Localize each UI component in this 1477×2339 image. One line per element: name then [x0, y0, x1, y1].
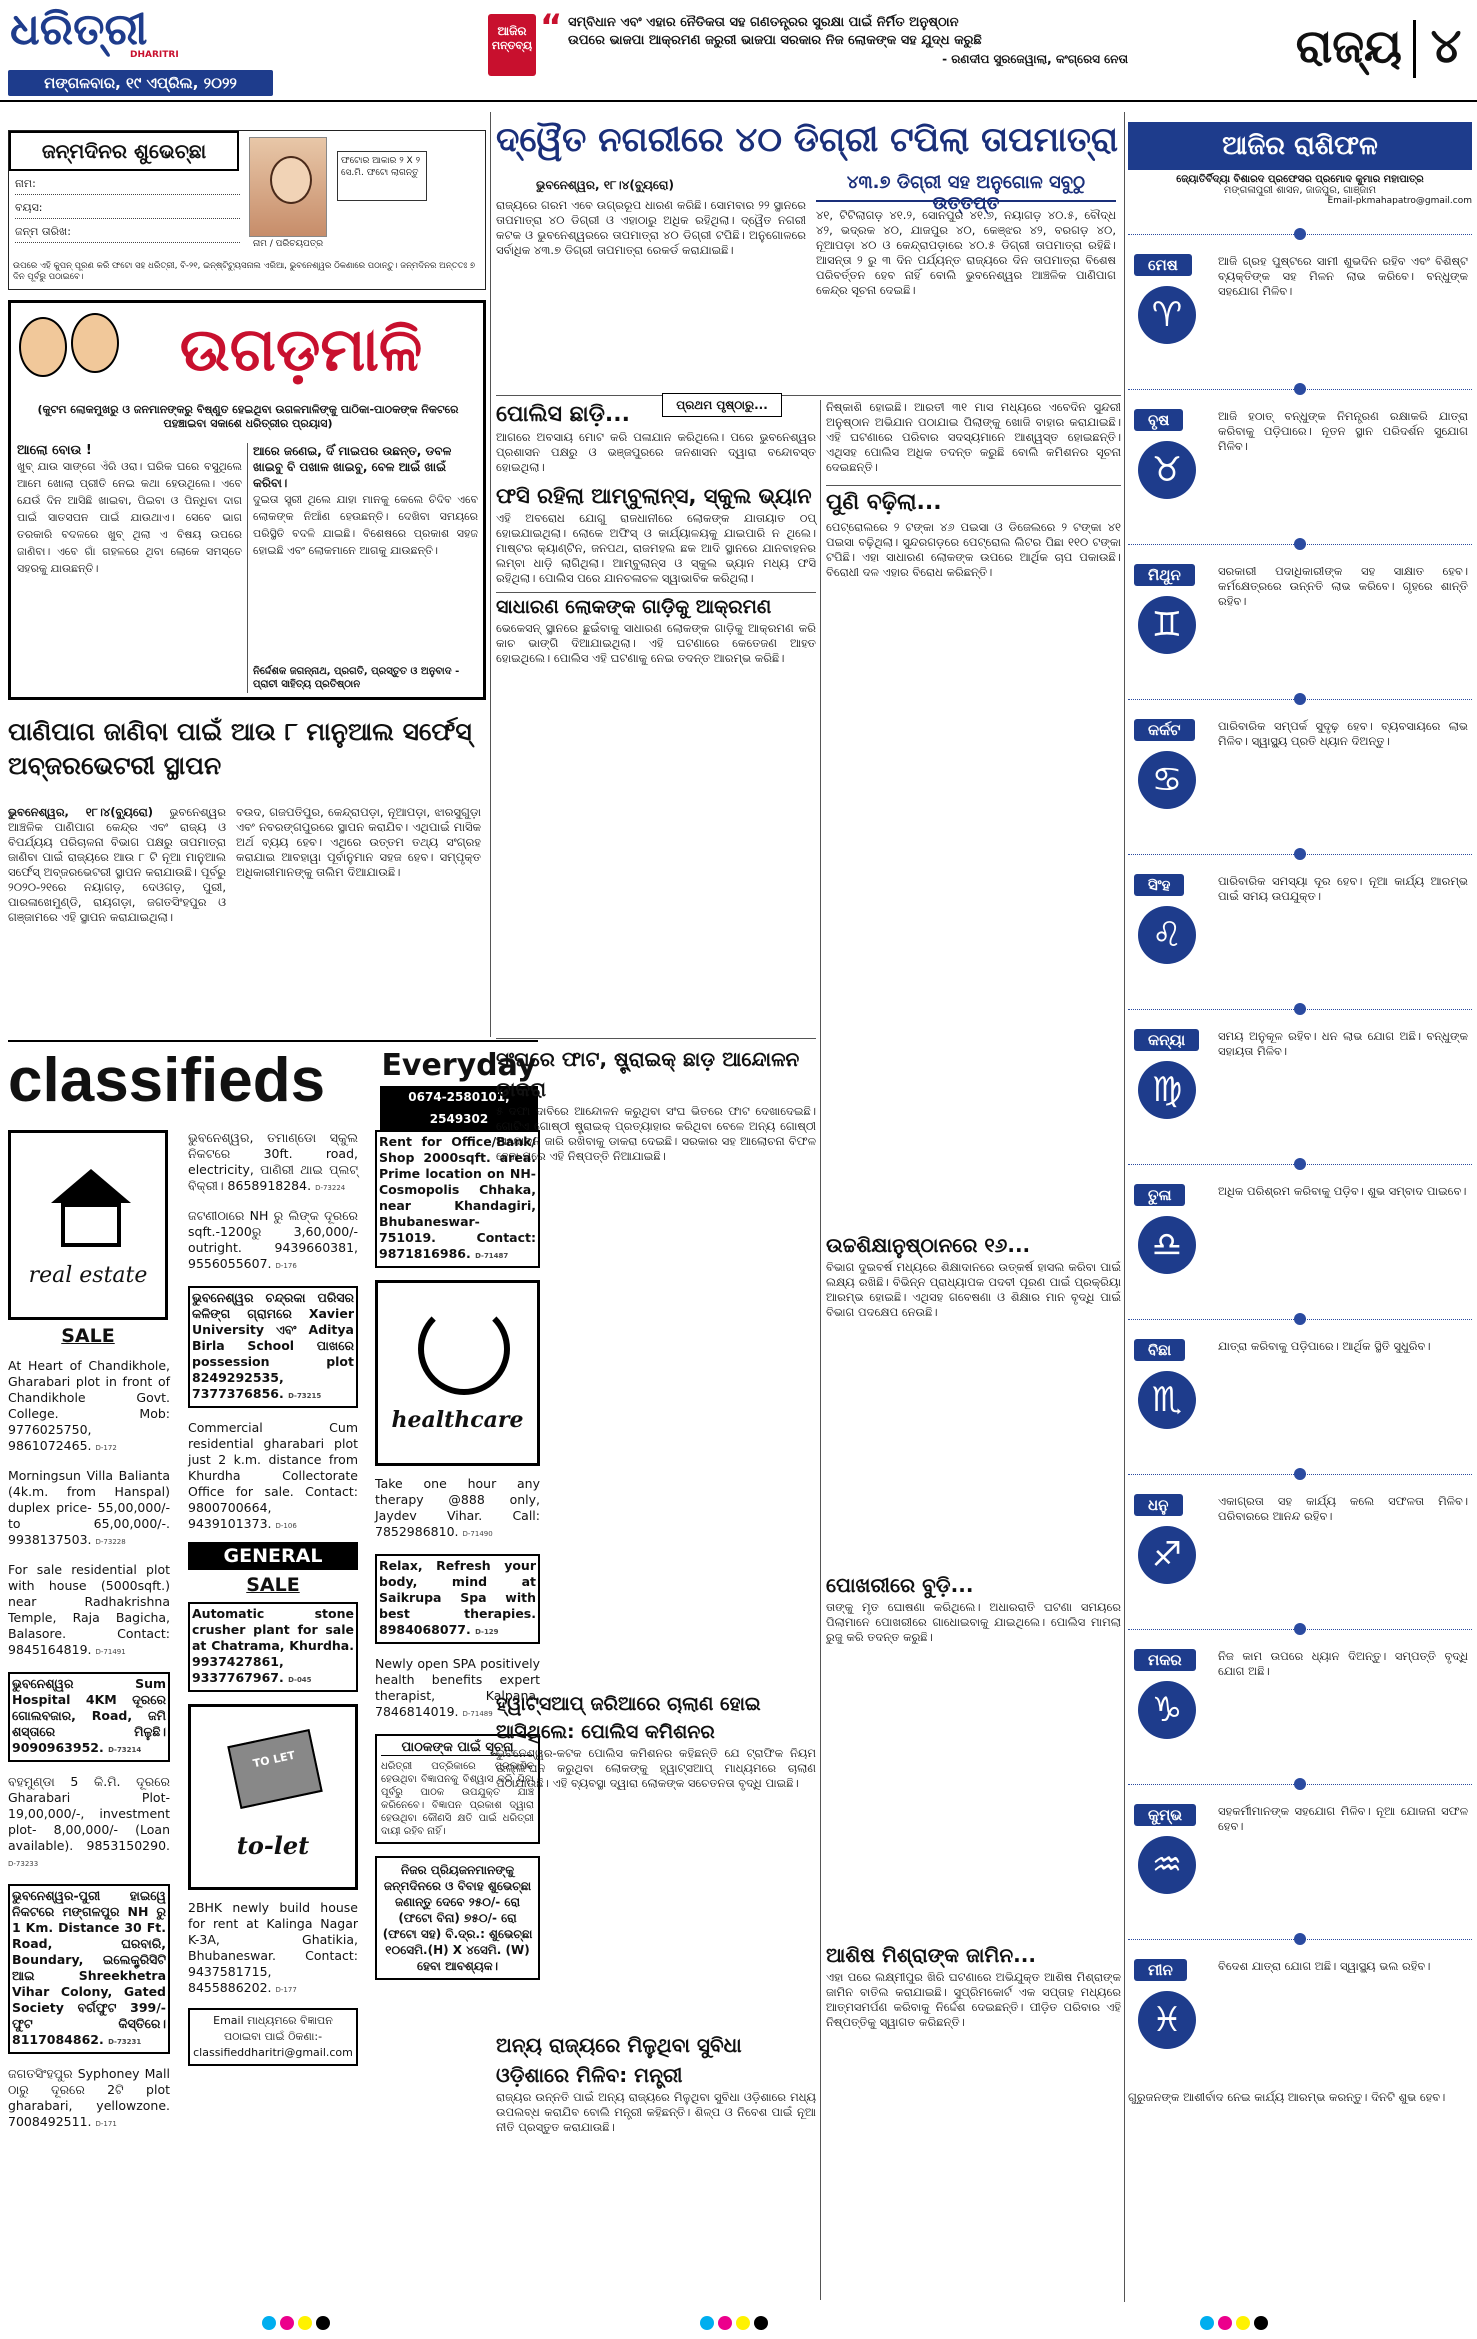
to-let-graphic: [188, 1704, 358, 1890]
zodiac-sign-name: ବୃଷ: [1134, 409, 1183, 431]
to-let-sign-text: TO LET: [251, 1748, 297, 1771]
zodiac-symbol-icon: ♌: [1138, 906, 1196, 964]
separator-dot-icon: [1294, 538, 1306, 550]
zodiac-prediction: ଆଜି ଗ୍ରହ ପୁଷ୍ଟରେ ସାମୀ ଶୁଭଦିନ ରହିବ ଏବଂ ବିଶିଷ୍ଟ ବ୍ୟକ୍ତିଙ୍କ ସହ ମିଳନ ଲାଭ କରିବେ। ବନ୍ଧୁଙ୍କ ସହଯୋଗ ମିଳିବ।: [1218, 254, 1468, 298]
main-article: [496, 112, 1121, 392]
logo-text: ଧରିତ୍ରୀ: [10, 4, 148, 55]
article-whatsapp: [496, 1690, 816, 2010]
missing-text: ନିଷ୍କାଶି ହୋଇଛି। ଆରତୀ ୩୧ ମାସ ମଧ୍ୟରେ ଏବେଦିନ ସୁନ୍ଦରୀ ଅନୁଷ୍ଠାନ ଅଭିଯାନ ପଠାଯାଇ ପିଲାଙ୍କୁ ଖୋଜି ବାହାର କରାଯାଇଛି। ଏହି ଘଟଣାରେ ପରିବାର ସଦସ୍ୟମାନେ ଆଶ୍ୱସ୍ତ ହୋଇଛନ୍ତି। ଏଥିସହ ପୋଲିସ ଅଧିକ ତଦନ୍ତ କରୁଛି ବୋଲି କମିଶନର ସୂଚନା ଦେଇଛନ୍ତି।: [826, 400, 1121, 474]
page-number: ୪: [1430, 18, 1462, 74]
logo: [10, 4, 240, 66]
article-weather-col2: ବଉଦ, ଗଜପତିପୁର, କେନ୍ଦ୍ରାପଡ଼ା, ନୂଆପଡ଼ା, ଝାରସୁଗୁଡ଼ା ଏବଂ ନବରଙ୍ଗପୁରରେ ସ୍ଥାପନ କରାଯିବ। ଏଥିପାଇଁ ମାସିକ ଅର୍ଥ ବ୍ୟୟ ହେବ। ଏଥିରେ ଉତ୍ତମ ତଥ୍ୟ ସଂଗ୍ରହ କରାଯାଇ ଆବହାୱା ପୂର୍ବାନୁମାନ ସହଜ ହେବ। ସମ୍ପୃକ୍ତ ଅଧିକାରୀମାନଙ୍କୁ ତାଲିମ ଦିଆଯାଉଛି।: [236, 805, 481, 879]
color-mark: [1236, 2316, 1250, 2330]
quote-line2: ଉପରେ ଭାଜପା ଆକ୍ରମଣ ଜରୁରୀ ଭାଜପା ସରକାର ନିଜ ଲୋକଙ୍କ ସହ ଯୁଦ୍ଧ କରୁଛି: [568, 33, 982, 48]
horoscope-footer: ଗୁରୁଜନଙ୍କ ଆଶୀର୍ବାଦ ନେଇ କାର୍ଯ୍ୟ ଆରମ୍ଭ କରନ୍ତୁ। ଦିନଟି ଶୁଭ ହେବ।: [1128, 2090, 1446, 2104]
col-divider-right: [1124, 112, 1125, 2302]
quote-badge: [488, 14, 536, 76]
zodiac-sign-name: ସିଂହ: [1134, 874, 1184, 896]
main-headline: ଦ୍ୱୈତ ନଗରୀରେ ୪୦ ଡିଗ୍ରୀ ଟପିଲା ତାପମାତ୍ରା: [496, 120, 1119, 160]
facilities-headline: ଅନ୍ୟ ରାଜ୍ୟରେ ମିଳୁଥିବା ସୁବିଧା ଓଡ଼ିଶାରେ ମିଳିବ: ମନ୍ତ୍ରୀ: [496, 2033, 742, 2087]
classified-ad: ଭୁବନେଶ୍ୱର-ପୁରୀ ହାଇୱେ ନିକଟରେ ମଙ୍ଗଳପୁର NH ରୁ 1 Km. Distance 30 Ft. Road, ଘରବାରି, Boundary, ଇଲେକ୍ଟ୍ରିସିଟି ଆଇ Shreekhetra Vihar Colony, Gated Society ବର୍ଗଫୁଟ 399/- ଫୁଟ କିସ୍ତିରେ। 8117084862. D-73231: [8, 1884, 170, 2054]
separator-dot-icon: [1294, 1623, 1306, 1635]
cartoon-col1-title: ଆଲୋ ବୋଉ !: [17, 443, 92, 458]
zodiac-prediction: ପାରିବାରିକ ସମ୍ପର୍କ ସୁଦୃଢ଼ ହେବ। ବ୍ୟବସାୟରେ ଲାଭ ମିଳିବ। ସ୍ୱାସ୍ଥ୍ୟ ପ୍ରତି ଧ୍ୟାନ ଦିଅନ୍ତୁ।: [1218, 719, 1468, 748]
footer-registration-marks: [0, 2306, 1477, 2336]
cartoon-subtitle: (କୁଟମ ଲୋକମୁଖରୁ ଓ ଜନମାନଙ୍କରୁ ବିଷ୍ଣୁତ ହେଇଥିବା ଉଗଳମାଳିଙ୍କୁ ପାଠିକା-ପାଠକଙ୍କ ନିକଟରେ ପହଞ୍ଚାଇବା ସକାଶେ ଧରିତ୍ରୀର ପ୍ରୟାସ): [37, 403, 459, 430]
section-title: [1260, 14, 1410, 84]
main-dateline: ଭୁବନେଶ୍ୱର, ୧୮।୪(ବ୍ୟୁରୋ): [536, 178, 674, 192]
main-article-rule: [496, 395, 1121, 396]
classified-ad: ବହମୁଣ୍ଡା 5 କି.ମି. ଦୂରରେ Gharabari Plot- 19,00,000/-, investment plot- 8,00,000/- (Loan available). 9853150290. D-73233: [8, 1774, 170, 1868]
color-mark: [280, 2316, 294, 2330]
zodiac-prediction: ନିଜ କାମ ଉପରେ ଧ୍ୟାନ ଦିଅନ୍ତୁ। ସମ୍ପତ୍ତି ବୃଦ୍ଧି ଯୋଗ ଅଛି।: [1218, 1649, 1468, 1678]
classified-ad: ଜଟଣୀଠାରେ NH ରୁ ଲିଙ୍କ ଦୂରରେ sqft.-1200ରୁ 3,60,000/- outright. 9439660381, 9556055607. D-176: [188, 1208, 358, 1271]
zodiac-entry: [1128, 538, 1472, 685]
pond-text: ତାଙ୍କୁ ମୃତ ଘୋଷଣା କରିଥିଲେ। ଅଧାରରାତି ଘଟଣା ସମୟରେ ପିଲାମାନେ ପୋଖରୀରେ ଗାଧୋଇବାକୁ ଯାଇଥିଲେ। ପୋଲିସ ମାମଲା ରୁଜୁ କରି ତଦନ୍ତ କରୁଛି।: [826, 1600, 1121, 1644]
zodiac-prediction: ଆଜି ହଠାତ୍ ବନ୍ଧୁଙ୍କ ନିମନ୍ତ୍ରଣ ରକ୍ଷାକରି ଯାତ୍ରା କରିବାକୁ ପଡ଼ିପାରେ। ନୂତନ ସ୍ଥାନ ପରିଦର୍ଶନ ସୁଯୋଗ ମିଳିବ।: [1218, 409, 1468, 453]
zodiac-symbol-icon: ♊: [1138, 596, 1196, 654]
zodiac-prediction: ଏକାଗ୍ରତା ସହ କାର୍ଯ୍ୟ କଲେ ସଫଳତା ମିଳିବ। ପରିବାରରେ ଆନନ୍ଦ ରହିବ।: [1218, 1494, 1468, 1523]
zodiac-entry: [1128, 383, 1472, 530]
zodiac-entry: [1128, 693, 1472, 840]
zodiac-sign-name: କନ୍ୟା: [1134, 1029, 1199, 1051]
birthday-photo: [249, 137, 327, 237]
zodiac-symbol-icon: ♉: [1138, 441, 1196, 499]
color-mark: [262, 2316, 276, 2330]
separator-dot-icon: [1294, 1313, 1306, 1325]
classifieds-top-rule: [8, 1040, 538, 1042]
article-sangh: [496, 1044, 816, 1564]
masthead-rule: [0, 100, 1477, 102]
classified-ad: Newly open SPA positively health benefits expert therapist, Kalpana. 7846814019. D-71489: [375, 1656, 540, 1719]
horoscope-title: ଆଜିର ରାଶିଫଳ: [1222, 131, 1378, 161]
to-let-label: to-let: [236, 1831, 310, 1860]
cartoon-box: [8, 300, 486, 700]
sangh-text: ୫ ଦଫା ଦାବିରେ ଆନ୍ଦୋଳନ କରୁଥିବା ସଂଘ ଭିତରେ ଫାଟ ଦେଖାଦେଇଛି। ଗୋଟିଏ ଗୋଷ୍ଠୀ ଷ୍ଟ୍ରାଇକ୍ ପ୍ରତ୍ୟାହାର କରିଥିବା ବେଳେ ଅନ୍ୟ ଗୋଷ୍ଠୀ ଆନ୍ଦୋଳନ ଜାରି ରଖିବାକୁ ଡାକରା ଦେଇଛି। ସରକାର ସହ ଆଲୋଚନା ବିଫଳ ହେବା ପରେ ଏହି ନିଷ୍ପତ୍ତି ନିଆଯାଇଛି।: [496, 1104, 816, 1163]
classified-ad: ଭୁବନେଶ୍ୱର, ତମାଣ୍ଡୋ ସ୍କୁଲ ନିକଟରେ 30ft. road, electricity, ପାଣିରୀ ଥାଇ ପ୍ଲଟ୍ ବିକ୍ରୀ। 8658918284. D-73224: [188, 1130, 358, 1193]
separator-dot-icon: [1294, 1933, 1306, 1945]
police-text: ଆଗରେ ଅବସାୟ ମୋଟ କରି ପଳାଯାନ କରିଥିଲେ। ପରେ ଭୁବନେଶ୍ୱର ପ୍ରଶାସନ ପକ୍ଷରୁ ଓ ଭଞ୍ଜପୁରରେ ଜନଶାସନ ଦ୍ୱାରା ବନ୍ଦୋବସ୍ତ ହୋଇଥିଲା।: [496, 430, 816, 474]
article-ashish-bail: [826, 1940, 1121, 2200]
cartoon-man-icon: [19, 317, 67, 377]
separator-dot-icon: [1294, 228, 1306, 240]
zodiac-entry: [1128, 228, 1472, 375]
quote-mark-icon: “: [540, 7, 563, 47]
classifieds-col1: [8, 1358, 170, 2318]
date-text: ମଙ୍ଗଳବାର, ୧୯ ଏପ୍ରିଲ, ୨୦୨୨: [44, 74, 237, 92]
cartoon-col2-title: ଆରେ ଜଣେଇ, ଦିଁ ମାଇପର ଉଛନ୍ତ, ଡବଳ ଖାଇବୁ ବି ପଖାଳ ଖାଇବୁ, ବେଳ ଆଇଁ ଖାଇଁ କରିବା।: [253, 444, 452, 490]
police-text3: ଭେକେସନ୍ ସ୍ଥାନରେ ଛୁଇଁବାକୁ ସାଧାରଣ ଲୋକଙ୍କ ଗାଡ଼ିକୁ ଆକ୍ରମଣ କରି କାଚ ଭାଙ୍ଗି ଦିଆଯାଇଥିଲା। ଏହି ଘଟଣାରେ କେତେଜଣ ଆହତ ହୋଇଥିଲେ। ପୋଲିସ ଏହି ଘଟଣାକୁ ନେଇ ତଦନ୍ତ ଆରମ୍ଭ କରିଛି।: [496, 621, 816, 665]
whatsapp-headline: ହ୍ୱାଟ୍‌ସଆପ୍ ଜରିଆରେ ଚାଲାଣ ହୋଇ ଆସିଥିଲେ: ପୋଲିସ କମିଶନର: [496, 1693, 761, 1743]
color-mark: [298, 2316, 312, 2330]
article-weather-col1-text: ଭୁବନେଶ୍ୱର ଆଞ୍ଚଳିକ ପାଣିପାଗ କେନ୍ଦ୍ର ଏବଂ ରାଜ୍ୟ ଓ ବିପର୍ଯ୍ୟୟ ପରିଚାଳନା ବିଭାଗ ପକ୍ଷରୁ ତାପମାତ୍ରା ଜାଣିବା ପାଇଁ ରାଜ୍ୟରେ ଆଉ ୮ ଟି ନୂଆ ମାନୁଆଲ ସର୍ଫେସ୍ ଅବ୍‌ଜରଭେଟରୀ ସ୍ଥାପନ କରାଯାଉଛି। ପୂର୍ବରୁ ୨୦୨୦-୨୧ରେ ନୟାଗଡ଼, ଦେଓଗଡ଼, ପୁରୀ, ପାରଳାଖେମୁଣ୍ଡି, ରାୟଗଡ଼ା, ଜଗତସିଂହପୁର ଓ ଗଞ୍ଜାମରେ ଏହି ସ୍ଥାପନ କରାଯାଇଥିଲା।: [8, 805, 226, 924]
separator-dot-icon: [1294, 1158, 1306, 1170]
zodiac-sign-name: କୁମ୍ଭ: [1134, 1804, 1196, 1826]
cartoon-col1: [17, 443, 242, 693]
logo-subtitle: DHARITRI: [130, 50, 179, 60]
quote-line1: ସମ୍ବିଧାନ ଏବଂ ଏହାର ନୈତିକତା ସହ ଗଣତନ୍ତ୍ରର ସୁରକ୍ଷା ପାଇଁ ନିର୍ମିତ ଅନୁଷ୍ଠାନ: [568, 15, 959, 30]
zodiac-sign-name: ମକର: [1134, 1649, 1196, 1671]
zodiac-sign-name: ବିଛା: [1134, 1339, 1185, 1361]
sangh-headline: ସଂଘରେ ଫାଟ, ଷ୍ଟ୍ରାଇକ୍ ଛାଡ଼ ଆନ୍ଦୋଳନ ଡାକରା: [496, 1047, 800, 1101]
separator-dot-icon: [1294, 383, 1306, 395]
cartoon-divider: [247, 443, 248, 693]
color-mark: [316, 2316, 330, 2330]
zodiac-symbol-icon: ♒: [1138, 1836, 1196, 1894]
everyday-label: Everyday: [381, 1048, 537, 1083]
cartoon-credit: ନିର୍ଦ୍ଦେଶକ ଜଗନ୍ନାଥ, ପ୍ରଗତି, ପ୍ରସ୍ତୁତ ଓ ଅନୁବାଦ - ପ୍ରାଚୀ ସାହିତ୍ୟ ପ୍ରତିଷ୍ଠାନ: [253, 666, 460, 690]
bail-headline: ଆଶିଷ ମିଶ୍ରାଙ୍କ ଜାମିନ...: [826, 1943, 1036, 1967]
main-col2: ୪୧, ଟିଟିଲାଗଡ଼ ୪୧.୨, ସୋନପୁର ୪୧.୬, ନୟାଗଡ଼ ୪୦.୫, ବୌଦ୍ଧ ୪୨, ଭଦ୍ରକ ୪୦, ଯାଜପୁର ୪୦, କେଞ୍ଝର ୪୨, ବରଗଡ଼ ୪୦, ନୂଆପଡ଼ା ୪୦ ଓ କେନ୍ଦ୍ରାପଡ଼ାରେ ୪୦.୫ ଡିଗ୍ରୀ ତାପମାତ୍ରା ରହିଛି। ଆସନ୍ତା ୨ ରୁ ୩ ଦିନ ପର୍ଯ୍ୟନ୍ତ ରାଜ୍ୟରେ ଦିନ ତାପମାତ୍ରା ବିଶେଷ ପରିବର୍ତ୍ତନ ହେବ ନାହିଁ ବୋଲି ଭୁବନେଶ୍ୱର ଆଞ୍ଚଳିକ ପାଣିପାଗ କେନ୍ଦ୍ର ସୂଚନା ଦେଇଛି।: [816, 208, 1116, 297]
article-weather-dateline: ଭୁବନେଶ୍ୱର, ୧୮।୪(ବ୍ୟୁରୋ): [8, 805, 153, 819]
classifieds-title: classifieds: [8, 1046, 326, 1115]
pond-headline: ପୋଖରୀରେ ବୁଡ଼ି...: [826, 1573, 974, 1597]
cartoon-illustration: [15, 307, 125, 407]
color-mark: [754, 2316, 768, 2330]
sale-label: SALE: [61, 1325, 115, 1347]
astrologer-address: ମଙ୍ଗଳାପୁରୀ ଶାସନ, ଜାଜପୁର, ଗାଞ୍ଜାମ: [1223, 185, 1377, 196]
main-subhead: ୪୩.୭ ଡିଗ୍ରୀ ସହ ଅନୁଗୋଳ ସବୁଠୁ ଉତ୍ତପ୍ତ: [816, 172, 1116, 202]
zodiac-prediction: ସରକାରୀ ପଦାଧିକାରୀଙ୍କ ସହ ସାକ୍ଷାତ ହେବ। କର୍ମକ୍ଷେତ୍ରରେ ଉନ୍ନତି ଲାଭ କରିବେ। ଗୃହରେ ଶାନ୍ତି ରହିବ।: [1218, 564, 1468, 608]
everyday-phone: 0674-2580101, 2549302: [380, 1086, 538, 1130]
cartoon-col2-text: ଦୁଇତା ସ୍ତ୍ରୀ ଥିଲେ ଯାହା ମାନକୁ କେଲେ ଚିଦିବ ଏବେ ଲୋକଙ୍କ ନିଆଁଣ ହେଉଛନ୍ତି। ଦେଖିବା ସମୟରେ ପରିସ୍ଥିତି ବଦଳି ଯାଇଛି। ବିଶେଷରେ ପ୍ରକାଶ ସହଜ ହୋଇଛି ଏବଂ ଲୋକମାନେ ଆଗକୁ ଯାଉଛନ୍ତି।: [253, 493, 478, 557]
zodiac-entry: [1128, 1468, 1472, 1615]
general-label: GENERAL: [188, 1542, 358, 1570]
zodiac-prediction: ପାରିବାରିକ ସମସ୍ୟା ଦୂର ହେବ। ନୂଆ କାର୍ଯ୍ୟ ଆରମ୍ଭ ପାଇଁ ସମୟ ଉପଯୁକ୍ତ।: [1218, 874, 1468, 903]
zodiac-symbol-icon: ♈: [1138, 286, 1196, 344]
article-pond: [826, 1570, 1121, 1770]
police-text2: ଏହି ଅବରୋଧ ଯୋଗୁ ରାଜଧାନୀରେ ଲୋକଙ୍କ ଯାତାୟାତ ଠପ୍ ହୋଇଯାଇଥିଲା। ଲୋକେ ଅଫିସ୍ ଓ କାର୍ଯ୍ୟାଳୟକୁ ଯାଇପାରି ନ ଥିଲେ। ମାଷ୍ଟର କ୍ୟାଣ୍ଟିନ, ଜନପଥ, ରାଜମହଲ ଛକ ଆଦି ସ୍ଥାନରେ ଯାନବାହନର ଲମ୍ବା ଧାଡ଼ି ଲାଗିଥିଲା। ଆମ୍ବୁଲାନ୍ସ ଓ ସ୍କୁଲ ଭ୍ୟାନ ମଧ୍ୟ ଫସି ରହିଥିଲା। ପୋଲିସ ପରେ ଯାନଚଳାଚଳ ସ୍ୱାଭାବିକ କରିଥିଲା।: [496, 511, 816, 585]
col-divider-left: [490, 112, 491, 1037]
birthday-field-dob[interactable]: ଜନ୍ମ ତାରିଖ:: [15, 225, 240, 243]
separator-dot-icon: [1294, 1003, 1306, 1015]
zodiac-symbol-icon: ♏: [1138, 1371, 1196, 1429]
reader-notice-title: ପାଠକଙ୍କ ପାଇଁ ସୂଚନା: [381, 1740, 534, 1756]
reader-notice-text: ଧରିତ୍ରୀ ପତ୍ରିକାରେ ପ୍ରକାଶିତ ହେଉଥିବା ବିଜ୍ଞାପନକୁ ବିଶ୍ୱାସ କରି ଯିବା ପୂର୍ବରୁ ପାଠକ ଉପଯୁକ୍ତ ଯାଞ୍ଚ କରିନେବେ। ବିଜ୍ଞାପନ ପ୍ରକାଶ ଦ୍ୱାରା ହେଉଥିବା କୌଣସି କ୍ଷତି ପାଇଁ ଧରିତ୍ରୀ ଦାୟୀ ରହିବ ନାହିଁ।: [381, 1761, 534, 1837]
house-body-icon: [61, 1203, 121, 1247]
zodiac-symbol-icon: ♓: [1138, 1991, 1196, 2049]
classified-ad: Morningsun Villa Balianta (4k.m. from Hanspal) duplex price- 55,00,000/- to 65,00,000/-. 9938137503. D-73228: [8, 1468, 170, 1547]
zodiac-sign-name: ଧନୁ: [1134, 1494, 1183, 1516]
classified-ad: Automatic stone crusher plant for sale at Chatrama, Khurdha. 9937427861, 9337767967. D-045: [188, 1602, 358, 1692]
astrologer-name: ଜ୍ୟୋତିର୍ବିଦ୍ୟା ବିଶାରଦ ପ୍ରଫେସର ପ୍ରମୋଦ କୁମାର ମହାପାତ୍ର: [1176, 174, 1424, 185]
photo-caption: ନାମ / ପରିଚୟପତ୍ର: [252, 239, 324, 249]
higher-edu-text: ବିଭାଗ ଦୁଇବର୍ଷ ମଧ୍ୟରେ ଶିକ୍ଷାଦାନରେ ଉତ୍କର୍ଷ ହାସଲ କରିବା ପାଇଁ ଲକ୍ଷ୍ୟ ରଖିଛି। ବିଭିନ୍ନ ପ୍ରାଧ୍ୟାପକ ପଦବୀ ପୂରଣ ପାଇଁ ପ୍ରକ୍ରିୟା ଆରମ୍ଭ ହୋଇଛି। ଏଥିସହ ଗବେଷଣା ଓ ଶିକ୍ଷାର ମାନ ବୃଦ୍ଧି ପାଇଁ ବିଭାଗ ପଦକ୍ଷେପ ନେଉଛି।: [826, 1260, 1121, 1319]
cartoon-title: ଉଗଡ଼ମାଳି: [179, 315, 423, 385]
zodiac-sign-name: କର୍କଟ: [1134, 719, 1195, 741]
zodiac-symbol-icon: ♐: [1138, 1526, 1196, 1584]
zodiac-entry: [1128, 1003, 1472, 1150]
zodiac-prediction: ସମୟ ଅନୁକୂଳ ରହିବ। ଧନ ଲାଭ ଯୋଗ ଅଛି। ବନ୍ଧୁଙ୍କ ସହାୟତା ମିଳିବ।: [1218, 1029, 1468, 1058]
rise-headline: ପୁଣି ବଢ଼ିଲା...: [826, 485, 1121, 520]
classified-ad: For sale residential plot with house (5000sqft.) near Radhakrishna Temple, Raja Bagicha, Balasore. Contact: 9845164819. D-71491: [8, 1562, 170, 1657]
quote-author: - ରଣଦୀପ ସୁରଜେୱାଲା, କଂଗ୍ରେସ ନେତା: [942, 52, 1128, 66]
color-mark: [1218, 2316, 1232, 2330]
real-estate-label: real estate: [28, 1263, 148, 1288]
cartoon-woman-icon: [71, 313, 119, 373]
photo-size-note: ଫଟୋର ଆକାର ୨ X ୨ ସେ.ମି. ଫଟୋ ଲାଗନ୍ତୁ: [337, 151, 427, 201]
classified-ad: Commercial Cum residential gharabari plot just 2 k.m. distance from Khurdha Collectorate Office for sale. Contact: 9800700664, 9439101373. D-106: [188, 1420, 358, 1531]
birthday-coupon: [8, 130, 486, 290]
higher-edu-headline: ଉଚ୍ଚଶିକ୍ଷାନୁଷ୍ଠାନରେ ୧୬...: [826, 1233, 1031, 1257]
facilities-text: ରାଜ୍ୟର ଉନ୍ନତି ପାଇଁ ଅନ୍ୟ ରାଜ୍ୟରେ ମିଳୁଥିବା ସୁବିଧା ଓଡ଼ିଶାରେ ମଧ୍ୟ ଉପଲବ୍ଧ କରାଯିବ ବୋଲି ମନ୍ତ୍ରୀ କହିଛନ୍ତି। ଶିଳ୍ପ ଓ ନିବେଶ ପାଇଁ ନୂଆ ନୀତି ପ୍ରସ୍ତୁତ କରାଯାଉଛି।: [496, 2090, 816, 2134]
zodiac-sign-name: ମିଥୁନ: [1134, 564, 1195, 586]
color-mark: [1254, 2316, 1268, 2330]
article-weather-headline: ପାଣିପାଗ ଜାଣିବା ପାଇଁ ଆଉ ୮ ମାନୁଆଲ ସର୍ଫେସ୍ ଅବ୍‌ଜରଭେଟରୀ ସ୍ଥାପନ: [8, 717, 472, 780]
classified-ad: ଭୁବନେଶ୍ୱର ଚନ୍ଦ୍ରକା ପରିସର କଳିଙ୍ଗ ଗ୍ରାମରେ Xavier University ଏବଂ Aditya Birla School ପାଖରେ possession plot 8249292535, 7377376856. D-73215: [188, 1286, 358, 1408]
zodiac-sign-name: ତୁଳା: [1134, 1184, 1185, 1206]
article-missing-rise: [826, 400, 1121, 1020]
classified-ad: 2BHK newly build house for rent at Kalinga Nagar K-3A, Ghatikia, Bhubaneswar. Contact: 9437581715, 8455886202. D-177: [188, 1900, 358, 1995]
birthday-footnote: ଉପରେ ଏହି କୁପନ୍ ପୂରଣ କରି ଫଟୋ ସହ ଧରିତ୍ରୀ, ବି-୨୧, ଇନ୍‌ଷ୍ଟିଟ୍ୟୁସନାଲ ଏରିଆ, ଭୁବନେଶ୍ୱର ଠିକଣାରେ ପଠାନ୍ତୁ। ଜନ୍ମଦିନର ଅନ୍ତତଃ ୭ ଦିନ ପୂର୍ବରୁ ପଠାଇବେ।: [13, 261, 476, 282]
zodiac-entry: [1128, 1313, 1472, 1460]
zodiac-prediction: ଯାତ୍ରା କରିବାକୁ ପଡ଼ିପାରେ। ଆର୍ଥିକ ସ୍ଥିତି ସୁଧୁରିବ।: [1218, 1339, 1431, 1353]
greeting-rates-ad: ନିଜର ପ୍ରିୟଜନମାନଙ୍କୁ ଜନ୍ମଦିନରେ ଓ ବିବାହ ଶୁଭେଚ୍ଛା ଜଣାନ୍ତୁ ଦେବେ ୨୫୦/- ରୋ (ଫଟୋ ବିନା) ୭୫୦/- ରୋ (ଫଟୋ ସହ) ବି.ଦ୍ର.: ଶୁଭେଚ୍ଛା ୧୦ସେମି.(H) X ୪ସେମି. (W) ହେବା ଆବଶ୍ୟକ।: [375, 1856, 540, 1980]
classified-ad: ଭୁବନେଶ୍ୱର Sum Hospital 4KM ଦୂରରେ ଗୋଲବଜାର, Road, ଜମି ଶସ୍ତାରେ ମିଳୁଛି। 9090963952. D-73214: [8, 1672, 170, 1762]
front-page-tag: ପ୍ରଥମ ପୃଷ୍ଠାରୁ...: [662, 393, 782, 417]
classified-ad: Relax, Refresh your body, mind at Saikrupa Spa with best therapies. 8984068077. D-129: [375, 1554, 540, 1644]
section-name: ରାଜ୍ୟ: [1295, 19, 1402, 73]
classified-ad: Take one hour any therapy @888 only, Jaydev Vihar. Call: 7852986810. D-71490: [375, 1476, 540, 1539]
classified-ad: ଜଗତସିଂହପୁର Syphoney Mall ଠାରୁ ଦୂରରେ 2ଟି plot gharabari, yellowzone. 7008492511. D-171: [8, 2066, 170, 2129]
color-mark: [1200, 2316, 1214, 2330]
police-headline2: ଫସି ରହିଲା ଆମ୍ବୁଲାନ୍ସ, ସ୍କୁଲ ଭ୍ୟାନ: [496, 484, 812, 508]
zodiac-sign-name: ମୀନ: [1134, 1959, 1187, 1981]
zodiac-symbol-icon: ♑: [1138, 1681, 1196, 1739]
cartoon-col2: [253, 443, 478, 663]
zodiac-entry: [1128, 1158, 1472, 1305]
healthcare-label: healthcare: [391, 1407, 524, 1433]
separator-dot-icon: [1294, 1778, 1306, 1790]
article-police-ambulance: [496, 400, 816, 985]
house-icon: [51, 1169, 131, 1203]
rise-text: ପେଟ୍ରୋଲରେ ୨ ଟଙ୍କା ୪୬ ପଇସା ଓ ଡିଜେଲରେ ୨ ଟଙ୍କା ୪୧ ପଇସା ବଢ଼ିଥିଲା। ସୁନ୍ଦରଗଡ଼ରେ ପେଟ୍ରୋଲ ଲିଟର ପିଛା ୧୧୦ ଟଙ୍କା ଟପିଛି। ଏହା ସାଧାରଣ ଲୋକଙ୍କ ଉପରେ ଆର୍ଥିକ ଚାପ ପକାଉଛି। ବିରୋଧୀ ଦଳ ଏହାର ବିରୋଧ କରିଛନ୍ତି।: [826, 520, 1121, 579]
zodiac-symbol-icon: ♋: [1138, 751, 1196, 809]
zodiac-symbol-icon: ♎: [1138, 1216, 1196, 1274]
sale2-label: SALE: [246, 1574, 300, 1596]
astrologer-email: Email-pkmahapatro@gmail.com: [1327, 196, 1472, 206]
whatsapp-text: ଭୁବନେଶ୍ୱର-କଟକ ପୋଲିସ କମିଶନର କହିଛନ୍ତି ଯେ ଟ୍ରାଫିକ ନିୟମ ଉଲ୍ଲଂଘନ କରୁଥିବା ଲୋକଙ୍କୁ ହ୍ୱାଟ୍‌ସଆପ୍ ମାଧ୍ୟମରେ ଚାଲାଣ ପଠାଯାଉଛି। ଏହି ବ୍ୟବସ୍ଥା ଦ୍ୱାରା ଲୋକଙ୍କ ସଚେତନତା ବୃଦ୍ଧି ପାଇଛି।: [496, 1746, 816, 1790]
section-divider: [1413, 20, 1416, 78]
zodiac-prediction: ସହକର୍ମୀମାନଙ୍କ ସହଯୋଗ ମିଳିବ। ନୂଆ ଯୋଜନା ସଫଳ ହେବ।: [1218, 1804, 1468, 1833]
birthday-title: ଜନ୍ମଦିନର ଶୁଭେଚ୍ଛା: [9, 131, 239, 171]
cartoon-col1-text: ଖୁବ୍ ଯାଉ ସାଙ୍ଗେ ଏଁରି ଓରା। ଘରିକ ଘରେ ବସୁଥିଲେ ଆମେ ଖୋଲା ପ୍ରୀତି ନେଇ କଥା ହେଉଥିଲେ। ଏବେ ଯେଉଁ ଦିନ ଆସିଛି ଖାଇବା, ପିଇବା ଓ ପିନ୍ଧିବା ଦାଗ ପାଇଁ ସାତସପନ ପାଇଁ ଯାଉଥାଏ। ସେବେ ଭାଗ ତରକାରି ବଦଳରେ ଖୁବ୍ ଥିଲା ଏ ବିଷୟ ଉପରେ ଜାଣିବା। ଏବେ ଗାଁ ଗହଳରେ ଥିବା ଲୋକେ ସମସ୍ତେ ସହରକୁ ଯାଉଛନ୍ତି।: [17, 460, 242, 575]
zodiac-symbol-icon: ♍: [1138, 1061, 1196, 1119]
color-mark: [700, 2316, 714, 2330]
article-higher-education: [826, 1230, 1121, 1470]
col-divider-center: [820, 400, 821, 2300]
birthday-field-name[interactable]: ନାମ:: [15, 177, 240, 195]
article-facilities: [496, 2030, 816, 2290]
zodiac-entry: [1128, 848, 1472, 995]
quote-badge-line1: ଆଜିର: [497, 24, 527, 38]
real-estate-graphic: [8, 1130, 168, 1320]
zodiac-entry: [1128, 1778, 1472, 1925]
date-bar: [8, 70, 273, 96]
separator-dot-icon: [1294, 848, 1306, 860]
child-face-icon: [270, 156, 312, 204]
zodiac-sign-name: ମେଷ: [1134, 254, 1192, 276]
zodiac-entry: [1128, 1933, 1472, 2080]
horoscope-astrologer: [1128, 174, 1472, 224]
birthday-field-age[interactable]: ବୟସ:: [15, 201, 240, 219]
zodiac-entry: [1128, 1623, 1472, 1770]
article-weather-col1: [8, 805, 226, 1020]
sangh-rule: [496, 1038, 816, 1039]
color-mark: [718, 2316, 732, 2330]
masthead: [0, 0, 1477, 100]
classified-ad: Rent for Office/Bank/ Shop 2000sqft. area. Prime location on NH-Cosmopolis Chhaka, near Khandagiri, Bhubaneswar-751019. Contact: 9871816986. D-71487: [375, 1130, 540, 1268]
police-headline3: ସାଧାରଣ ଲୋକଙ୍କ ଗାଡ଼ିକୁ ଆକ୍ରମଣ: [496, 592, 816, 621]
classified-ad: At Heart of Chandikhole, Gharabari plot in front of Chandikhole Govt. College. Mob: 9776025750, 9861072465. D-172: [8, 1358, 170, 1453]
quote-badge-line2: ମନ୍ତବ୍ୟ: [491, 39, 533, 52]
police-headline-small: ପୋଲିସ ଛାଡ଼ି...: [496, 402, 630, 427]
main-col1: ରାଜ୍ୟରେ ଗରମ ଏବେ ଉଗ୍ରରୂପ ଧାରଣ କରିଛି। ସୋମବାର ୨୨ ସ୍ଥାନରେ ତାପମାତ୍ରା ୪୦ ଡିଗ୍ରୀ ଓ ଏହାଠାରୁ ଅଧିକ ରହିଥିଲା। ଦ୍ୱୈତ ନଗରୀ କଟକ ଓ ଭୁବନେଶ୍ୱରରେ ତାପମାତ୍ରା ୪୦ ଡିଗ୍ରୀ ଟପିଛି। ଅନୁଗୋଳରେ ସର୍ବାଧିକ ୪୩.୭ ଡିଗ୍ରୀ ତାପମାତ୍ରା ରେକର୍ଡ କରାଯାଇଛି।: [496, 198, 806, 257]
article-weather-observatory: [8, 715, 486, 1025]
quote-text: [568, 14, 1128, 84]
separator-dot-icon: [1294, 1468, 1306, 1480]
zodiac-prediction: ବିଦେଶ ଯାତ୍ରା ଯୋଗ ଅଛି। ସ୍ୱାସ୍ଥ୍ୟ ଭଲ ରହିବ।: [1218, 1959, 1431, 1973]
bail-text: ଏହା ପରେ ଲକ୍ଷ୍ମୀପୁର ଖିରି ଘଟଣାରେ ଅଭିଯୁକ୍ତ ଆଶିଷ ମିଶ୍ରାଙ୍କ ଜାମିନ ବାତିଲ କରାଯାଇଛି। ସୁପ୍ରିମକୋର୍ଟ ଏକ ସପ୍ତାହ ମଧ୍ୟରେ ଆତ୍ମସମର୍ପଣ କରିବାକୁ ନିର୍ଦ୍ଦେଶ ଦେଇଛନ୍ତି। ପୀଡ଼ିତ ପରିବାର ଏହି ନିଷ୍ପତ୍ତିକୁ ସ୍ୱାଗତ କରିଛନ୍ତି।: [826, 1970, 1121, 2029]
separator-dot-icon: [1294, 693, 1306, 705]
email-ad: Email ମାଧ୍ୟମରେ ବିଜ୍ଞାପନ ପଠାଇବା ପାଇଁ ଠିକଣା:- classifieddharitri@gmail.com: [188, 2008, 358, 2066]
horoscope-signs: [1128, 228, 1472, 2088]
zodiac-prediction: ଅଧିକ ପରିଶ୍ରମ କରିବାକୁ ପଡ଼ିବ। ଶୁଭ ସମ୍ବାଦ ପାଇବେ।: [1218, 1184, 1467, 1198]
color-mark: [736, 2316, 750, 2330]
classifieds-col2: [188, 1130, 358, 2090]
horoscope-header: [1128, 122, 1472, 170]
